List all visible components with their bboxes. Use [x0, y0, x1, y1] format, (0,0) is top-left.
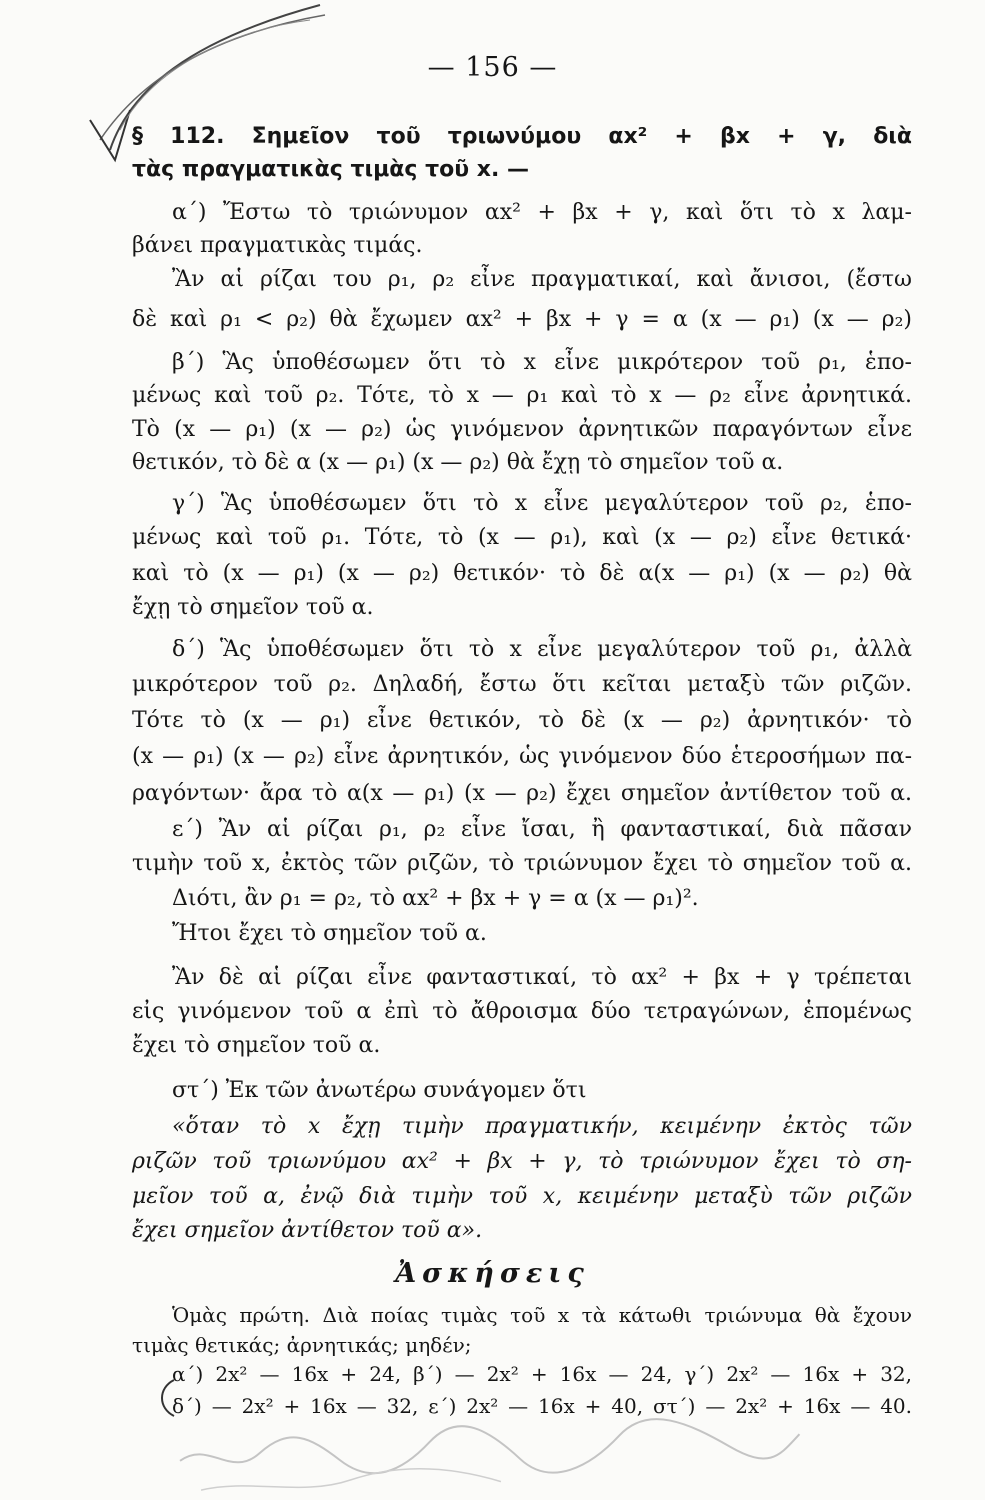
body-line: δ΄) Ἃς ὑποθέσωμεν ὅτι τὸ x εἶνε μεγαλύτερον τοῦ ρ₁, ἀλλὰ: [172, 637, 912, 662]
body-line: καὶ τὸ (x — ρ₁) (x — ρ₂) θετικόν· τὸ δὲ α(x — ρ₁) (x — ρ₂) θὰ: [132, 561, 912, 586]
body-line: μικρότερον τοῦ ρ₂. Δηλαδή, ἔστω ὅτι κεῖται μεταξὺ τῶν ριζῶν.: [132, 672, 912, 697]
body-line: β΄) Ἃς ὑποθέσωμεν ὅτι τὸ x εἶνε μικρότερον τοῦ ρ₁, ἑπο-: [172, 350, 912, 375]
body-line: α΄) Ἔστω τὸ τριώνυμον αx² + βx + γ, καὶ ὅτι τὸ x λαμ-: [172, 200, 912, 225]
body-line: Ἂν δὲ αἱ ρίζαι εἶνε φανταστικαί, τὸ αx² + βx + γ τρέπεται: [172, 965, 912, 990]
exercise-line: Ὁμὰς πρώτη. Διὰ ποίας τιμὰς τοῦ x τὰ κάτωθι τριώνυμα θὰ ἔχουν: [172, 1303, 912, 1327]
body-line: ραγόντων· ἄρα τὸ α(x — ρ₁) (x — ρ₂) ἔχει σημεῖον ἀντίθετον τοῦ α.: [132, 781, 912, 806]
body-line: γ΄) Ἃς ὑποθέσωμεν ὅτι τὸ x εἶνε μεγαλύτερον τοῦ ρ₂, ἑπο-: [172, 491, 912, 516]
body-line: Τότε τὸ (x — ρ₁) εἶνε θετικόν, τὸ δὲ (x — ρ₂) ἀρνητικόν· τὸ: [132, 708, 912, 733]
body-line: δὲ καὶ ρ₁ < ρ₂) θὰ ἔχωμεν αx² + βx + γ = α (x — ρ₁) (x — ρ₂): [132, 307, 912, 332]
pencil-bracket-mark: [152, 1378, 182, 1418]
body-line: Ἂν αἱ ρίζαι του ρ₁, ρ₂ εἶνε πραγματικαί, καὶ ἄνισοι, (ἔστω: [172, 267, 912, 292]
body-line: Τὸ (x — ρ₁) (x — ρ₂) ὡς γινόμενον ἀρνητικῶν παραγόντων εἶνε: [132, 417, 912, 442]
section-heading-line-1: § 112. Σημεῖον τοῦ τριωνύμου αx² + βx + γ, διὰ: [132, 124, 912, 149]
exercise-line: α΄) 2x² — 16x + 24, β΄) — 2x² + 16x — 24, γ΄) 2x² — 16x + 32,: [172, 1362, 912, 1386]
body-line: Διότι, ἂν ρ₁ = ρ₂, τὸ αx² + βx + γ = α (x — ρ₁)².: [172, 886, 699, 911]
conclusion-line: ριζῶν τοῦ τριωνύμου αx² + βx + γ, τὸ τριώνυμον ἔχει τὸ ση-: [132, 1149, 912, 1174]
conclusion-line: ἔχει σημεῖον ἀντίθετον τοῦ α».: [132, 1218, 483, 1243]
page-number: — 156 —: [427, 52, 558, 83]
body-line: θετικόν, τὸ δὲ α (x — ρ₁) (x — ρ₂) θὰ ἔχῃ τὸ σημεῖον τοῦ α.: [132, 450, 784, 475]
conclusion-line: «ὅταν τὸ x ἔχῃ τιμὴν πραγματικήν, κειμένην ἐκτὸς τῶν: [172, 1114, 912, 1139]
exercises-title: Ἀσκήσεις: [395, 1258, 590, 1289]
body-line: ἔχει τὸ σημεῖον τοῦ α.: [132, 1033, 381, 1058]
body-line: στ΄) Ἐκ τῶν ἀνωτέρω συνάγομεν ὅτι: [172, 1078, 587, 1103]
conclusion-line: μεῖον τοῦ α, ἐνῷ διὰ τιμὴν τοῦ x, κειμένην μεταξὺ τῶν ριζῶν: [132, 1184, 912, 1209]
body-line: (x — ρ₁) (x — ρ₂) εἶνε ἀρνητικόν, ὡς γινόμενον δύο ἑτεροσήμων πα-: [132, 744, 912, 769]
body-line: εἰς γινόμενον τοῦ α ἐπὶ τὸ ἄθροισμα δύο τετραγώνων, ἑπομένως: [132, 999, 912, 1024]
body-line: τιμὴν τοῦ x, ἐκτὸς τῶν ριζῶν, τὸ τριώνυμον ἔχει τὸ σημεῖον τοῦ α.: [132, 851, 912, 876]
body-line: Ἤτοι ἔχει τὸ σημεῖον τοῦ α.: [172, 921, 487, 946]
body-line: μένως καὶ τοῦ ρ₂. Τότε, τὸ x — ρ₁ καὶ τὸ x — ρ₂ εἶνε ἀρνητικά.: [132, 383, 912, 408]
exercise-line: τιμὰς θετικάς; ἀρνητικάς; μηδέν;: [132, 1333, 472, 1357]
body-line: ἔχῃ τὸ σημεῖον τοῦ α.: [132, 595, 374, 620]
body-line: βάνει πραγματικὰς τιμάς.: [132, 233, 423, 258]
body-line: μένως καὶ τοῦ ρ₁. Τότε, τὸ (x — ρ₁), καὶ (x — ρ₂) εἶνε θετικά·: [132, 525, 912, 550]
body-line: ε΄) Ἂν αἱ ρίζαι ρ₁, ρ₂ εἶνε ἴσαι, ἢ φανταστικαί, διὰ πᾶσαν: [172, 817, 912, 842]
exercise-line: δ΄) — 2x² + 16x — 32, ε΄) 2x² — 16x + 40, στ΄) — 2x² + 16x — 40.: [172, 1394, 912, 1418]
section-heading-line-2: τὰς πραγματικὰς τιμὰς τοῦ x. —: [132, 157, 529, 182]
